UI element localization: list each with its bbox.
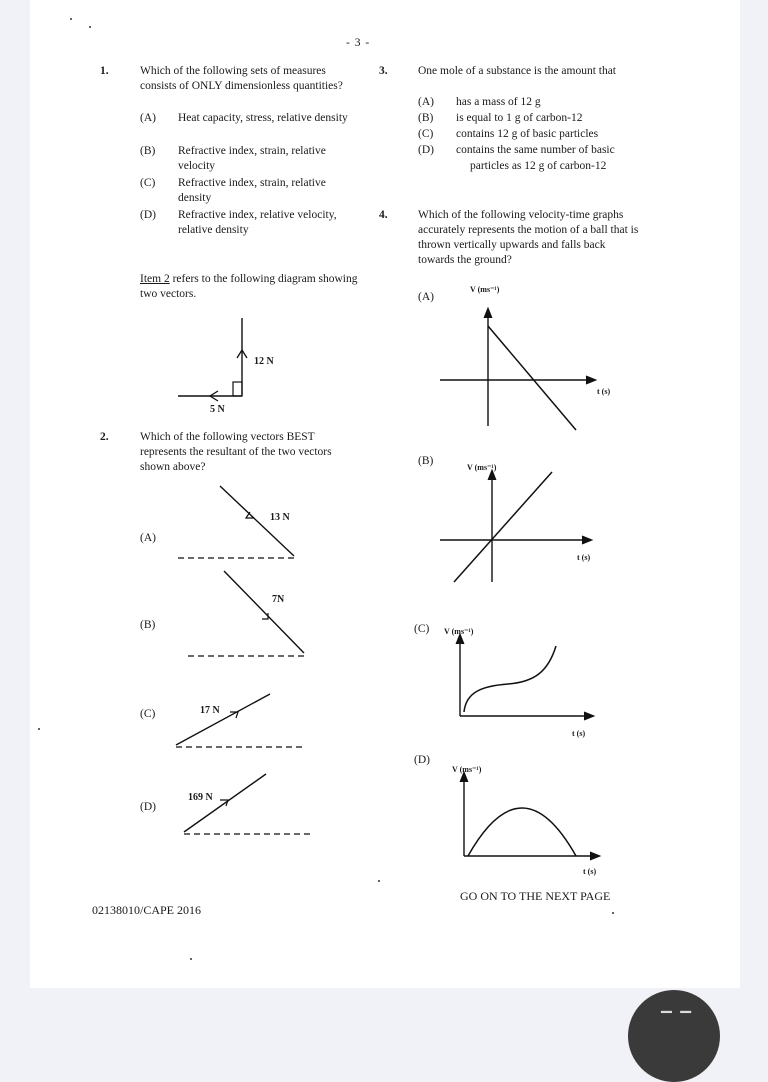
speck	[70, 18, 72, 20]
q1-option-b-text: Refractive index, strain, relative velocity	[178, 145, 326, 172]
q2-option-b-letter: (B)	[140, 619, 156, 631]
q1-option-c-text: Refractive index, strain, relative density	[178, 177, 326, 204]
q2-option-a-label: 13 N	[270, 512, 290, 523]
q2-option-b-vector	[186, 565, 316, 665]
item2-intro	[140, 272, 362, 302]
speck	[612, 912, 614, 914]
q3-option-a-letter: (A)	[418, 96, 434, 108]
q1-option-a-text: Heat capacity, stress, relative density	[178, 112, 348, 124]
vector-12n-label: 12 N	[254, 356, 274, 367]
footer-next-page: GO ON TO THE NEXT PAGE	[460, 889, 611, 903]
q4-graph-d-xlabel: t (s)	[583, 867, 597, 876]
q4-graph-a	[436, 296, 606, 436]
q4-graph-c-ylabel: V (ms⁻¹)	[444, 627, 474, 636]
q2-option-c-label: 17 N	[200, 705, 220, 716]
q4-graph-d	[456, 770, 606, 862]
q3-option-b-letter: (B)	[418, 112, 434, 124]
q1-option-b-letter: (B)	[140, 145, 156, 157]
q4-graph-a-ylabel: V (ms⁻¹)	[470, 285, 500, 294]
q2-number: 2.	[100, 431, 109, 443]
q1-option-d-letter: (D)	[140, 209, 156, 221]
q1-option-c-letter: (C)	[140, 177, 156, 189]
q2-option-a-vector	[176, 480, 306, 570]
fab-icon: ▔ ▔	[661, 1012, 693, 1028]
footer-exam-code: 02138010/CAPE 2016	[92, 903, 202, 917]
q4-graph-d-ylabel: V (ms⁻¹)	[452, 765, 482, 774]
q2-stem: Which of the following vectors BEST represents the resultant of the two vectors shown above?	[140, 431, 332, 473]
floating-action-button[interactable]	[628, 990, 720, 1082]
q4-graph-d-letter: (D)	[414, 754, 430, 766]
exam-page	[30, 0, 740, 988]
q4-graph-c	[452, 632, 602, 722]
q4-number: 4.	[379, 209, 388, 221]
vector-5n-label: 5 N	[210, 404, 225, 415]
q3-option-d-text: contains the same number of basic	[456, 144, 615, 156]
q1-option-a-letter: (A)	[140, 112, 156, 124]
q2-option-d-vector	[180, 770, 320, 840]
q4-graph-b	[436, 468, 606, 588]
speck	[378, 880, 380, 882]
q3-option-d-letter: (D)	[418, 144, 434, 156]
speck	[89, 26, 91, 28]
q2-option-a-letter: (A)	[140, 532, 156, 544]
q1-stem: Which of the following sets of measures consists of ONLY dimensionless quantities?	[140, 65, 343, 92]
q4-graph-b-xlabel: t (s)	[577, 553, 591, 562]
speck	[190, 958, 192, 960]
q2-option-d-letter: (D)	[140, 801, 156, 813]
q4-graph-c-letter: (C)	[414, 623, 430, 635]
q4-graph-a-xlabel: t (s)	[597, 387, 611, 396]
q3-option-a-text: has a mass of 12 g	[456, 96, 541, 108]
q4-stem: Which of the following velocity-time graphs accurately represents the motion of a ball that is thrown vertically upwards and falls back towards the ground?	[418, 209, 639, 266]
q2-option-b-label: 7N	[272, 594, 285, 605]
q3-stem: One mole of a substance is the amount that	[418, 65, 617, 77]
q1-option-d-text: Refractive index, relative velocity, relative density	[178, 209, 337, 236]
item2-ref: Item 2	[140, 273, 170, 285]
q2-option-c-letter: (C)	[140, 708, 156, 720]
q3-option-d-text-line2: particles as 12 g of carbon-12	[470, 160, 607, 172]
q2-option-c-vector	[172, 690, 312, 755]
q3-option-c-letter: (C)	[418, 128, 434, 140]
item2-rest: refers to the following diagram showing two vectors.	[140, 273, 358, 300]
q4-graph-c-xlabel: t (s)	[572, 729, 586, 738]
q4-graph-b-letter: (B)	[418, 455, 434, 467]
q4-graph-a-letter: (A)	[418, 291, 434, 303]
q1-number: 1.	[100, 65, 109, 77]
speck	[38, 728, 40, 730]
q3-number: 3.	[379, 65, 388, 77]
q3-option-b-text: is equal to 1 g of carbon-12	[456, 112, 583, 124]
page-number: - 3 -	[346, 37, 371, 49]
q4-graph-b-ylabel: V (ms⁻¹)	[467, 463, 497, 472]
q3-option-c-text: contains 12 g of basic particles	[456, 128, 599, 140]
q2-option-d-label: 169 N	[188, 792, 213, 803]
